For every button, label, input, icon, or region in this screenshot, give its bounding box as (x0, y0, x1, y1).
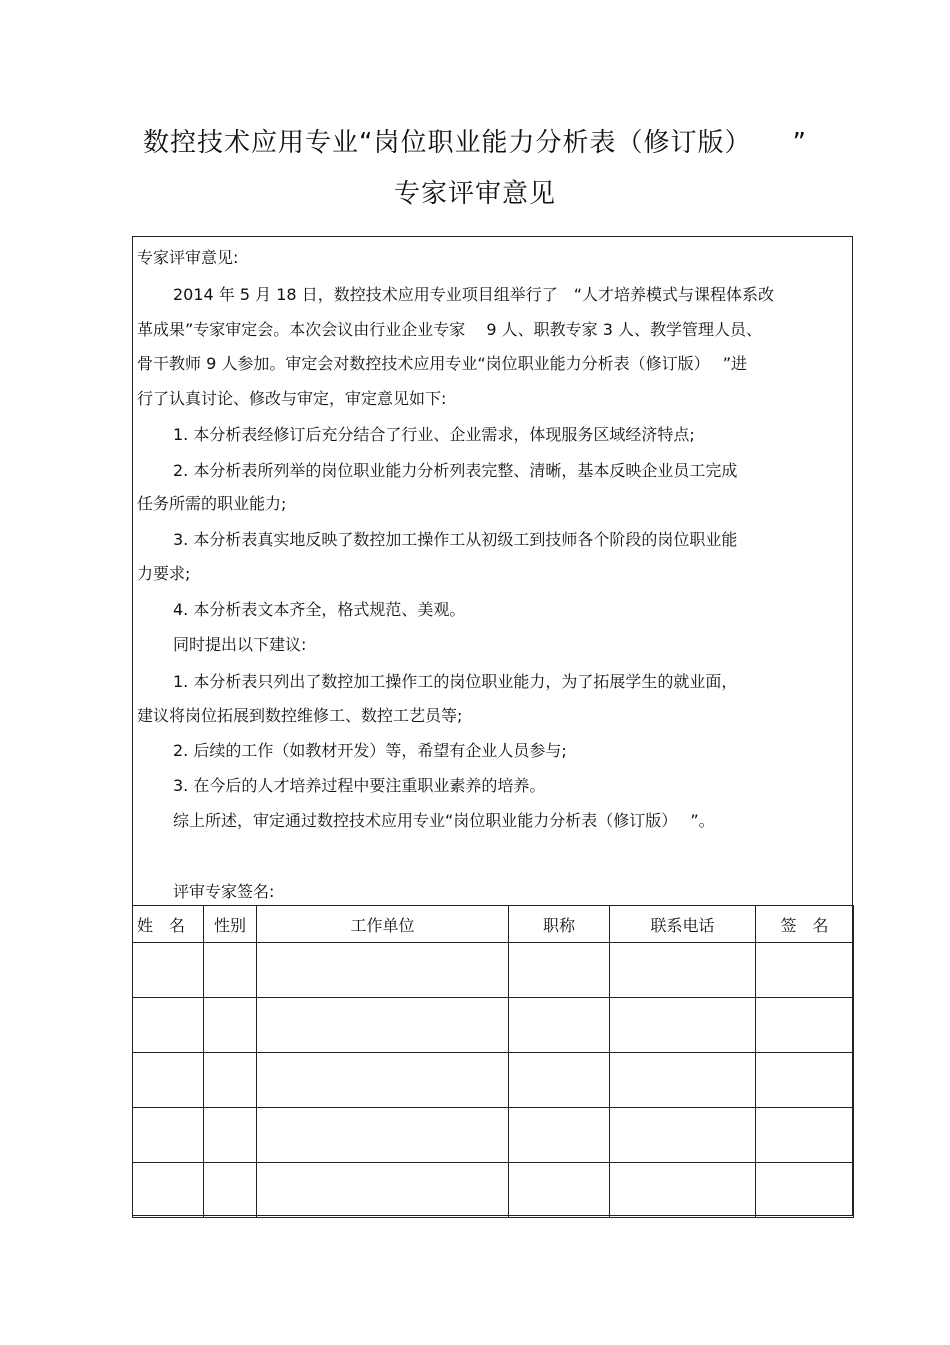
table-cell[interactable] (257, 1108, 509, 1163)
table-cell[interactable] (509, 998, 610, 1053)
table-cell[interactable] (133, 1053, 204, 1108)
paragraph-line: 3. 在今后的人才培养过程中要注重职业素养的培养。 (173, 776, 546, 795)
paragraph-line: 1. 本分析表只列出了数控加工操作工的岗位职业能力，为了拓展学生的就业面， (173, 672, 738, 691)
table-cell[interactable] (610, 1053, 756, 1108)
paragraph-line: 综上所述，审定通过数控技术应用专业“岗位职业能力分析表（修订版） ”。 (173, 811, 715, 830)
table-cell[interactable] (509, 943, 610, 998)
table-cell[interactable] (204, 1053, 257, 1108)
column-header-workplace: 工作单位 (257, 906, 509, 943)
table-cell[interactable] (257, 943, 509, 998)
table-cell[interactable] (509, 1108, 610, 1163)
table-cell[interactable] (610, 943, 756, 998)
paragraph-line: 建议将岗位拓展到数控维修工、数控工艺员等; (137, 706, 463, 725)
paragraph-line: 2. 本分析表所列举的岗位职业能力分析列表完整、清晰，基本反映企业员工完成 (173, 461, 738, 480)
table-cell[interactable] (756, 1053, 854, 1108)
table-cell[interactable] (756, 1163, 854, 1218)
paragraph-line: 4. 本分析表文本齐全，格式规范、美观。 (173, 600, 466, 619)
table-cell[interactable] (133, 1163, 204, 1218)
paragraph-line: 力要求; (137, 564, 191, 583)
table-cell[interactable] (610, 998, 756, 1053)
table-cell[interactable] (610, 1108, 756, 1163)
document-title: 数控技术应用专业“岗位职业能力分析表（修订版） ” (143, 128, 807, 158)
opinion-label: 专家评审意见: (137, 248, 239, 267)
table-cell[interactable] (756, 1108, 854, 1163)
column-header-title: 职称 (509, 906, 610, 943)
paragraph-line: 革成果”专家审定会。本次会议由行业企业专家 9 人、职教专家 3 人、教学管理人员、 (137, 320, 762, 339)
table-header-row (133, 906, 854, 943)
table-cell[interactable] (509, 1163, 610, 1218)
table-cell[interactable] (133, 943, 204, 998)
table-row (133, 943, 854, 998)
table-cell[interactable] (204, 943, 257, 998)
paragraph-line: 1. 本分析表经修订后充分结合了行业、企业需求，体现服务区域经济特点; (173, 425, 695, 444)
paragraph-line: 2. 后续的工作（如教材开发）等，希望有企业人员参与; (173, 741, 567, 760)
paragraph-line: 2014 年 5 月 18 日，数控技术应用专业项目组举行了 “人才培养模式与课程体系改 (173, 285, 774, 304)
paragraph-line: 同时提出以下建议: (173, 635, 307, 654)
table-cell[interactable] (257, 1163, 509, 1218)
table-row (133, 1108, 854, 1163)
paragraph-line: 骨干教师 9 人参加。审定会对数控技术应用专业“岗位职业能力分析表（修订版） ”进 (137, 354, 748, 373)
table-cell[interactable] (509, 1053, 610, 1108)
paragraph-line: 任务所需的职业能力; (137, 494, 287, 513)
table-cell[interactable] (133, 998, 204, 1053)
table-row (133, 998, 854, 1053)
table-cell[interactable] (756, 998, 854, 1053)
table-row (133, 1053, 854, 1108)
table-cell[interactable] (204, 1108, 257, 1163)
column-header-gender: 性别 (204, 906, 257, 943)
document-subtitle: 专家评审意见 (393, 179, 556, 209)
signature-table (132, 905, 854, 1218)
table-cell[interactable] (610, 1163, 756, 1218)
table-row (133, 1163, 854, 1218)
signature-label: 评审专家签名: (173, 882, 275, 901)
table-cell[interactable] (756, 943, 854, 998)
column-header-name: 姓 名 (133, 906, 204, 943)
table-cell[interactable] (133, 1108, 204, 1163)
column-header-phone: 联系电话 (610, 906, 756, 943)
paragraph-line: 3. 本分析表真实地反映了数控加工操作工从初级工到技师各个阶段的岗位职业能 (173, 530, 738, 549)
table-cell[interactable] (257, 1053, 509, 1108)
table-cell[interactable] (204, 998, 257, 1053)
column-header-signature: 签 名 (756, 906, 854, 943)
table-cell[interactable] (204, 1163, 257, 1218)
paragraph-line: 行了认真讨论、修改与审定，审定意见如下: (137, 389, 447, 408)
table-cell[interactable] (257, 998, 509, 1053)
